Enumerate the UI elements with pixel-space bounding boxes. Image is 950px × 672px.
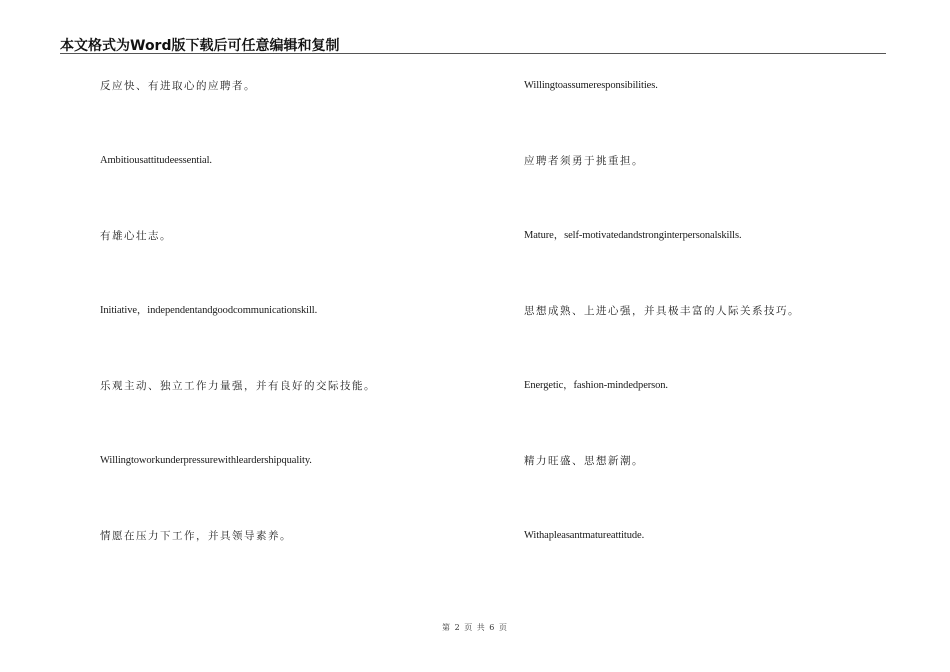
page-number-footer: 第 2 页 共 6 页 bbox=[442, 623, 508, 632]
right-line-2: 应聘者须勇于挑重担。 bbox=[524, 155, 644, 167]
left-line-6: Willingtoworkunderpressurewithleardershipquality. bbox=[100, 455, 312, 466]
left-line-1: 反应快、有进取心的应聘者。 bbox=[100, 80, 256, 92]
left-line-4: Initiative，independentandgoodcommunicationskill. bbox=[100, 305, 318, 316]
left-line-5: 乐观主动、独立工作力量强，并有良好的交际技能。 bbox=[100, 380, 376, 392]
right-line-7: Withapleasantmatureattitude. bbox=[524, 530, 645, 541]
left-line-3: 有雄心壮志。 bbox=[100, 230, 172, 242]
document-header-title: 本文格式为Word版下载后可任意编辑和复制 bbox=[60, 38, 340, 54]
right-line-1: Willingtoassumeresponsibilities. bbox=[524, 80, 658, 91]
left-line-7: 情愿在压力下工作，并具领导素养。 bbox=[100, 530, 292, 542]
right-line-5: Energetic，fashion-mindedperson. bbox=[524, 380, 668, 391]
right-line-4: 思想成熟、上进心强，并具极丰富的人际关系技巧。 bbox=[524, 305, 800, 317]
right-line-3: Mature，self-motivatedandstronginterpersonalskills. bbox=[524, 230, 742, 241]
left-line-2: Ambitiousattitudeessential. bbox=[100, 155, 212, 166]
header-divider bbox=[60, 53, 886, 54]
right-line-6: 精力旺盛、思想新潮。 bbox=[524, 455, 644, 467]
